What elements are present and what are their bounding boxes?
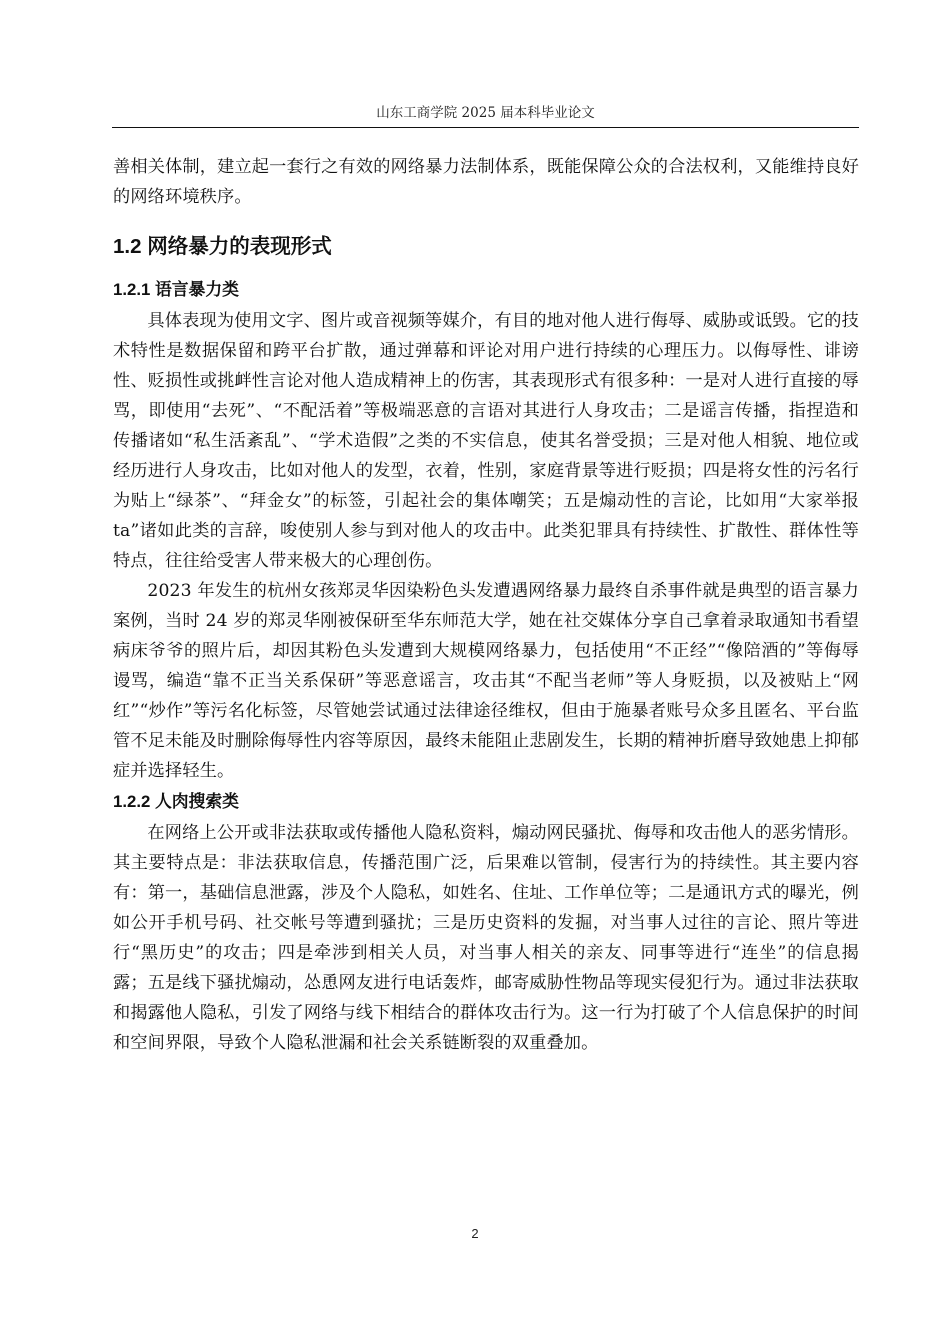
document-body	[113, 152, 859, 1058]
paragraph-verbal-violence-case: 2023 年发生的杭州女孩郑灵华因染粉色头发遭遇网络暴力最终自杀事件就是典型的语言暴力案例，当时 24 岁的郑灵华刚被保研至华东师范大学，她在社交媒体分享自己拿着录取通知书看望病床爷爷的照片后，却因其粉色头发遭到大规模网络暴力，包括使用“不正经”“像陪酒的”等侮辱谩骂，编造“靠不正当关系保研”等恶意谣言，攻击其“不配当老师”等人身贬损，以及被贴上“网红”“炒作”等污名化标签，尽管她尝试通过法律途径维权，但由于施暴者账号众多且匿名、平台监管不足未能及时删除侮辱性内容等原因，最终未能阻止悲剧发生，长期的精神折磨导致她患上抑郁症并选择轻生。	[113, 581, 859, 781]
paragraph-doxxing-definition: 在网络上公开或非法获取或传播他人隐私资料，煽动网民骚扰、侮辱和攻击他人的恶劣情形。其主要特点是：非法获取信息，传播范围广泛，后果难以管制，侵害行为的持续性。其主要内容有：第一，基础信息泄露，涉及个人隐私，如姓名、住址、工作单位等；二是通讯方式的曝光，例如公开手机号码、社交帐号等遭到骚扰；三是历史资料的发掘，对当事人过往的言论、照片等进行“黑历史”的攻击；四是牵涉到相关人员，对当事人相关的亲友、同事等进行“连坐”的信息揭露；五是线下骚扰煽动，怂恿网友进行电话轰炸，邮寄威胁性物品等现实侵犯行为。通过非法获取和揭露他人隐私，引发了网络与线下相结合的群体攻击行为。这一行为打破了个人信息保护的时间和空间界限，导致个人隐私泄漏和社会关系链断裂的双重叠加。	[113, 823, 859, 1053]
paragraph-verbal-violence-definition: 具体表现为使用文字、图片或音视频等媒介，有目的地对他人进行侮辱、威胁或诋毁。它的技术特性是数据保留和跨平台扩散，通过弹幕和评论对用户进行持续的心理压力。以侮辱性、诽谤性、贬损性或挑衅性言论对他人造成精神上的伤害，其表现形式有很多种：一是对人进行直接的辱骂，即使用“去死”、“不配活着”等极端恶意的言语对其进行人身攻击；二是谣言传播，指捏造和传播诸如“私生活紊乱”、“学术造假”之类的不实信息，使其名誉受损；三是对他人相貌、地位或经历进行人身攻击，比如对他人的发型，衣着，性别，家庭背景等进行贬损；四是将女性的污名行为贴上“绿茶”、“拜金女”的标签，引起社会的集体嘲笑；五是煽动性的言论，比如用“大家举报 ta”诸如此类的言辞，唆使别人参与到对他人的攻击中。此类犯罪具有持续性、扩散性、群体性等特点，往往给受害人带来极大的心理创伤。	[113, 311, 859, 571]
page-number: 2	[471, 1226, 479, 1241]
section-heading-1-2: 1.2 网络暴力的表现形式	[113, 235, 332, 258]
subsection-heading-1-2-1: 1.2.1 语言暴力类	[113, 280, 239, 299]
header-rule	[112, 127, 859, 128]
running-header: 山东工商学院 2025 届本科毕业论文	[376, 105, 595, 121]
subsection-heading-1-2-2: 1.2.2 人肉搜索类	[113, 792, 239, 811]
intro-paragraph: 善相关体制，建立起一套行之有效的网络暴力法制体系，既能保障公众的合法权利，又能维持良好的网络环境秩序。	[113, 157, 859, 207]
